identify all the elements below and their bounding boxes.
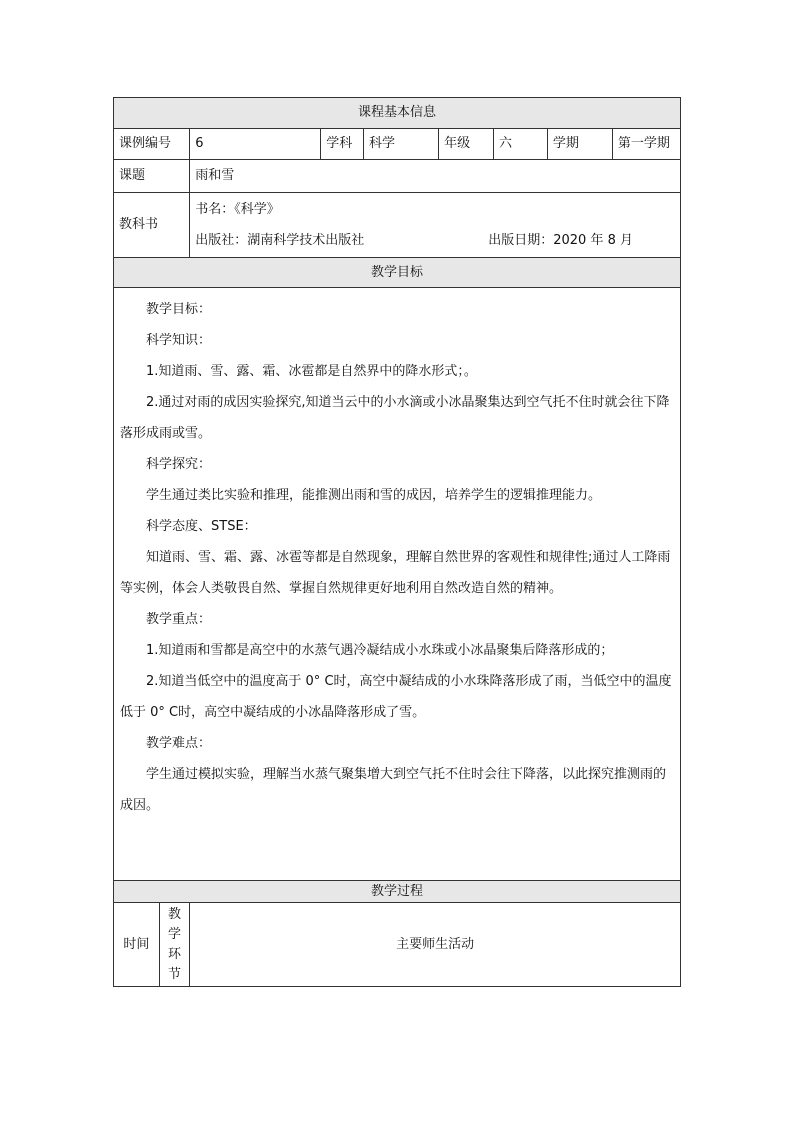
goals-section-title: 教学目标 [114,258,681,288]
goals-header-row [114,258,681,288]
book-name: 书名：《科学》 [195,202,280,217]
publish-date: 出版日期：2020 年 8 月 [488,233,633,248]
step-column-header [159,903,189,987]
difficulty-heading: 教学难点： [146,736,212,751]
knowledge-item-1: 1.知道雨、雪、露、霜、冰雹都是自然界中的降水形式；。 [146,364,477,379]
key-point-1: 1.知道雨和雪都是高空中的水蒸气遇冷凝结成小水珠或小冰晶聚集后降落形成的； [146,643,614,658]
goals-content [114,288,681,881]
term-value: 第一学期 [612,129,680,160]
topic-label: 课题 [114,160,190,193]
step-char: 学 [167,926,181,942]
topic-row [114,160,681,193]
attitude-text: 知道雨、雪、霜、露、冰雹等都是自然现象，理解自然世界的客观性和规律性;通过人工降雨等实例，体会人类敬畏自然、掌握自然规律更好地利用自然改造自然的精神。 [120,550,671,596]
grade-label: 年级 [439,129,494,160]
knowledge-item-2: 2.通过对雨的成因实验探究,知道当云中的小水滴或小冰晶聚集达到空气托不住时就会往下降落形成雨或雪。 [120,395,670,441]
term-label: 学期 [547,129,612,160]
step-char: 节 [167,966,181,982]
activity-column-header: 主要师生活动 [190,903,681,987]
textbook-row [114,193,681,258]
process-header-row [114,881,681,903]
subject-value: 科学 [363,129,438,160]
book-name-line [195,194,675,225]
grade-value: 六 [493,129,547,160]
process-columns-row [114,903,681,987]
step-char: 教 [167,906,181,922]
goals-heading: 教学目标： [146,302,212,317]
publisher-line [195,225,675,256]
table-title: 课程基本信息 [114,98,681,129]
key-point-2: 2.知道当低空中的温度高于 0° C时，高空中凝结成的小水珠降落形成了雨，当低空中的温度低于 0° C时，高空中凝结成的小冰晶降落形成了雪。 [120,674,672,720]
key-points-heading: 教学重点： [146,612,212,627]
publisher: 出版社：湖南科学技术出版社 [195,233,365,248]
textbook-details [190,193,681,258]
case-no-value: 6 [190,129,321,160]
lesson-info-table [113,97,681,987]
case-no-label: 课例编号 [114,129,190,160]
textbook-label: 教科书 [114,193,190,258]
inquiry-heading: 科学探究： [146,457,212,472]
inquiry-text: 学生通过类比实验和推理，能推测出雨和雪的成因，培养学生的逻辑推理能力。 [146,488,602,503]
difficulty-text: 学生通过模拟实验，理解当水蒸气聚集增大到空气托不住时会往下降落，以此探究推测雨的成因。 [120,767,667,813]
attitude-heading: 科学态度、STSE： [146,519,257,534]
basic-info-header-row [114,98,681,129]
time-column-header: 时间 [114,903,160,987]
subject-label: 学科 [321,129,364,160]
info-row [114,129,681,160]
knowledge-heading: 科学知识： [146,333,212,348]
topic-value: 雨和雪 [190,160,681,193]
step-char: 环 [167,946,181,962]
process-section-title: 教学过程 [114,881,681,903]
goals-content-row [114,288,681,881]
